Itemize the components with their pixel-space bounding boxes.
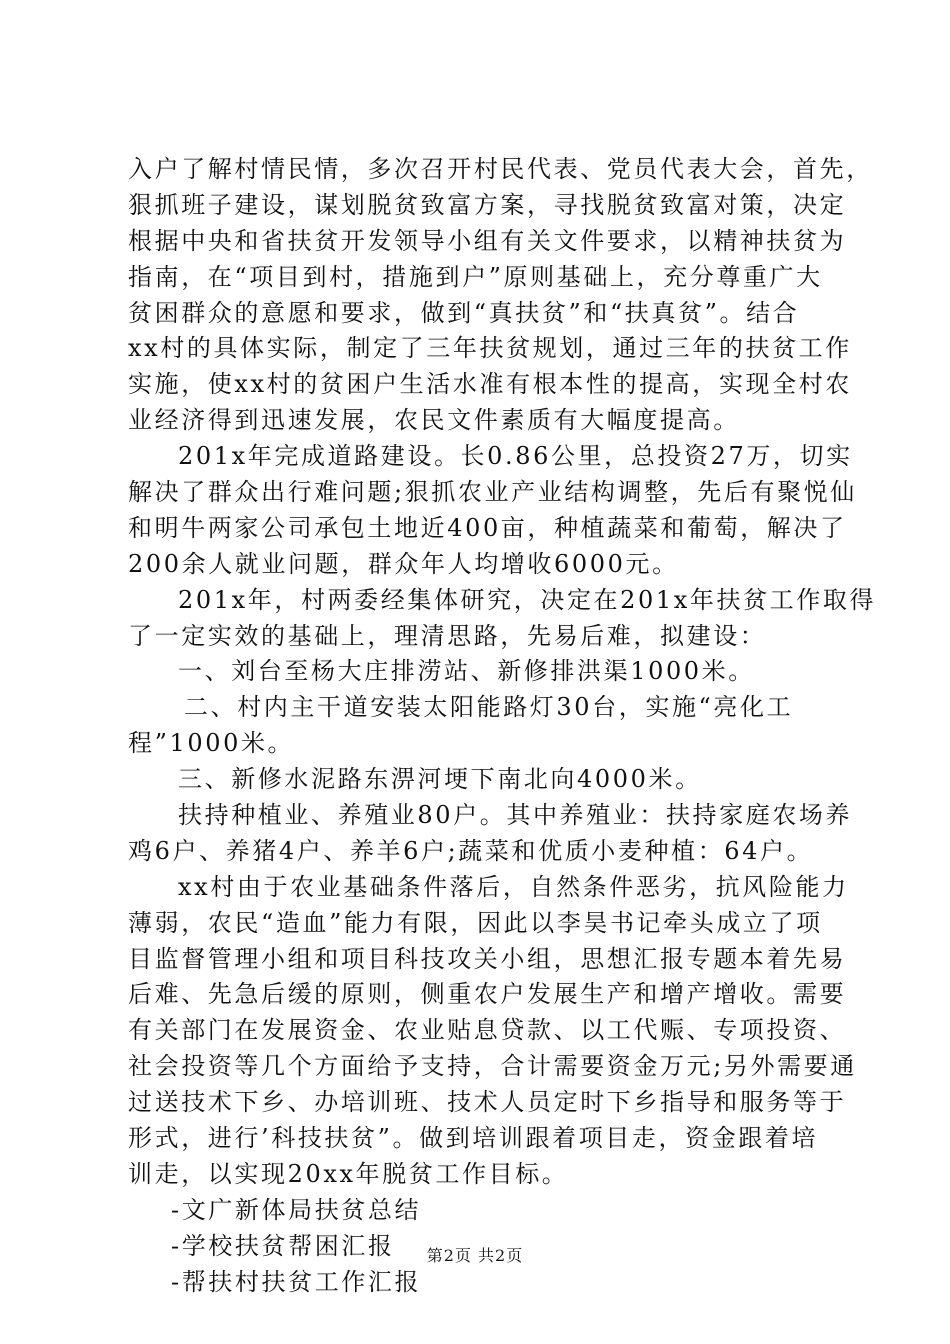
text-line: xx村的具体实际，制定了三年扶贫规划，通过三年的扶贫工作 xyxy=(128,334,852,363)
text-line: 三、新修水泥路东淠河埂下南北向4000米。 xyxy=(178,765,702,794)
text-line: 薄弱，农民“造血”能力有限，因此以李昊书记牵头成立了项 xyxy=(128,908,823,937)
text-line: 201x年，村两委经集体研究，决定在201x年扶贫工作取得 xyxy=(178,585,877,614)
text-line: 目监督管理小组和项目科技攻关小组，思想汇报专题本着先易 xyxy=(128,944,847,973)
text-line: 业经济得到迅速发展，农民文件素质有大幅度提高。 xyxy=(128,406,740,435)
page-number-footer: 第2页 共2页 xyxy=(426,1246,524,1265)
document-body xyxy=(128,152,877,1301)
text-line: 后难、先急后缓的原则，侧重农户发展生产和增产增收。需要 xyxy=(128,980,847,1009)
related-link[interactable]: -帮扶村扶贫工作汇报 xyxy=(171,1267,422,1296)
text-line: 贫困群众的意愿和要求，做到“真扶贫”和“扶真贫”。结合 xyxy=(128,298,800,327)
text-line: 实施，使xx村的贫困户生活水准有根本性的提高，实现全村农 xyxy=(128,370,852,399)
text-line: 过送技术下乡、办培训班、技术人员定时下乡指导和服务等于 xyxy=(128,1088,847,1117)
text-line: 200余人就业问题，群众年人均增收6000元。 xyxy=(128,549,679,578)
text-line: xx村由于农业基础条件落后，自然条件恶劣，抗风险能力 xyxy=(178,872,849,901)
text-line: 一、刘台至杨大庄排涝站、新修排洪渠1000米。 xyxy=(178,657,755,686)
text-line: 根据中央和省扶贫开发领导小组有关文件要求，以精神扶贫为 xyxy=(128,226,847,255)
related-link[interactable]: -文广新体局扶贫总结 xyxy=(171,1195,422,1224)
text-line: 形式，进行’科技扶贫”。做到培训跟着项目走，资金跟着培 xyxy=(128,1124,819,1153)
text-line: 有关部门在发展资金、农业贴息贷款、以工代赈、专项投资、 xyxy=(128,1016,847,1045)
related-link[interactable]: -学校扶贫帮困汇报 xyxy=(171,1231,395,1260)
text-line: 社会投资等几个方面给予支持，合计需要资金万元;另外需要通 xyxy=(128,1052,857,1081)
text-line: 扶持种植业、养殖业80户。其中养殖业：扶持家庭农场养 xyxy=(178,801,853,830)
text-line: 训走，以实现20xx年脱贫工作目标。 xyxy=(128,1159,569,1188)
text-line: 解决了群众出行难问题;狠抓农业产业结构调整，先后有聚悦仙 xyxy=(128,478,857,507)
text-line: 程”1000米。 xyxy=(128,729,295,758)
text-line: 狠抓班子建设，谋划脱贫致富方案，寻找脱贫致富对策，决定 xyxy=(128,190,847,219)
text-line: 和明牛两家公司承包土地近400亩，种植蔬菜和葡萄，解决了 xyxy=(128,513,847,542)
text-line: 二、村内主干道安装太阳能路灯30台，实施“亮化工 xyxy=(184,693,794,722)
text-line: 入户了解村情民情，多次召开村民代表、党员代表大会，首先， xyxy=(128,155,873,183)
text-line: 鸡6户、养猪4户、养羊6户;蔬菜和优质小麦种植：64户。 xyxy=(128,836,814,865)
text-line: 指南，在“项目到村，措施到户”原则基础上，充分尊重广大 xyxy=(128,262,823,291)
text-line: 了一定实效的基础上，理清思路，先易后难，拟建设： xyxy=(128,621,767,650)
text-line: 201x年完成道路建设。长0.86公里，总投资27万，切实 xyxy=(178,442,853,471)
